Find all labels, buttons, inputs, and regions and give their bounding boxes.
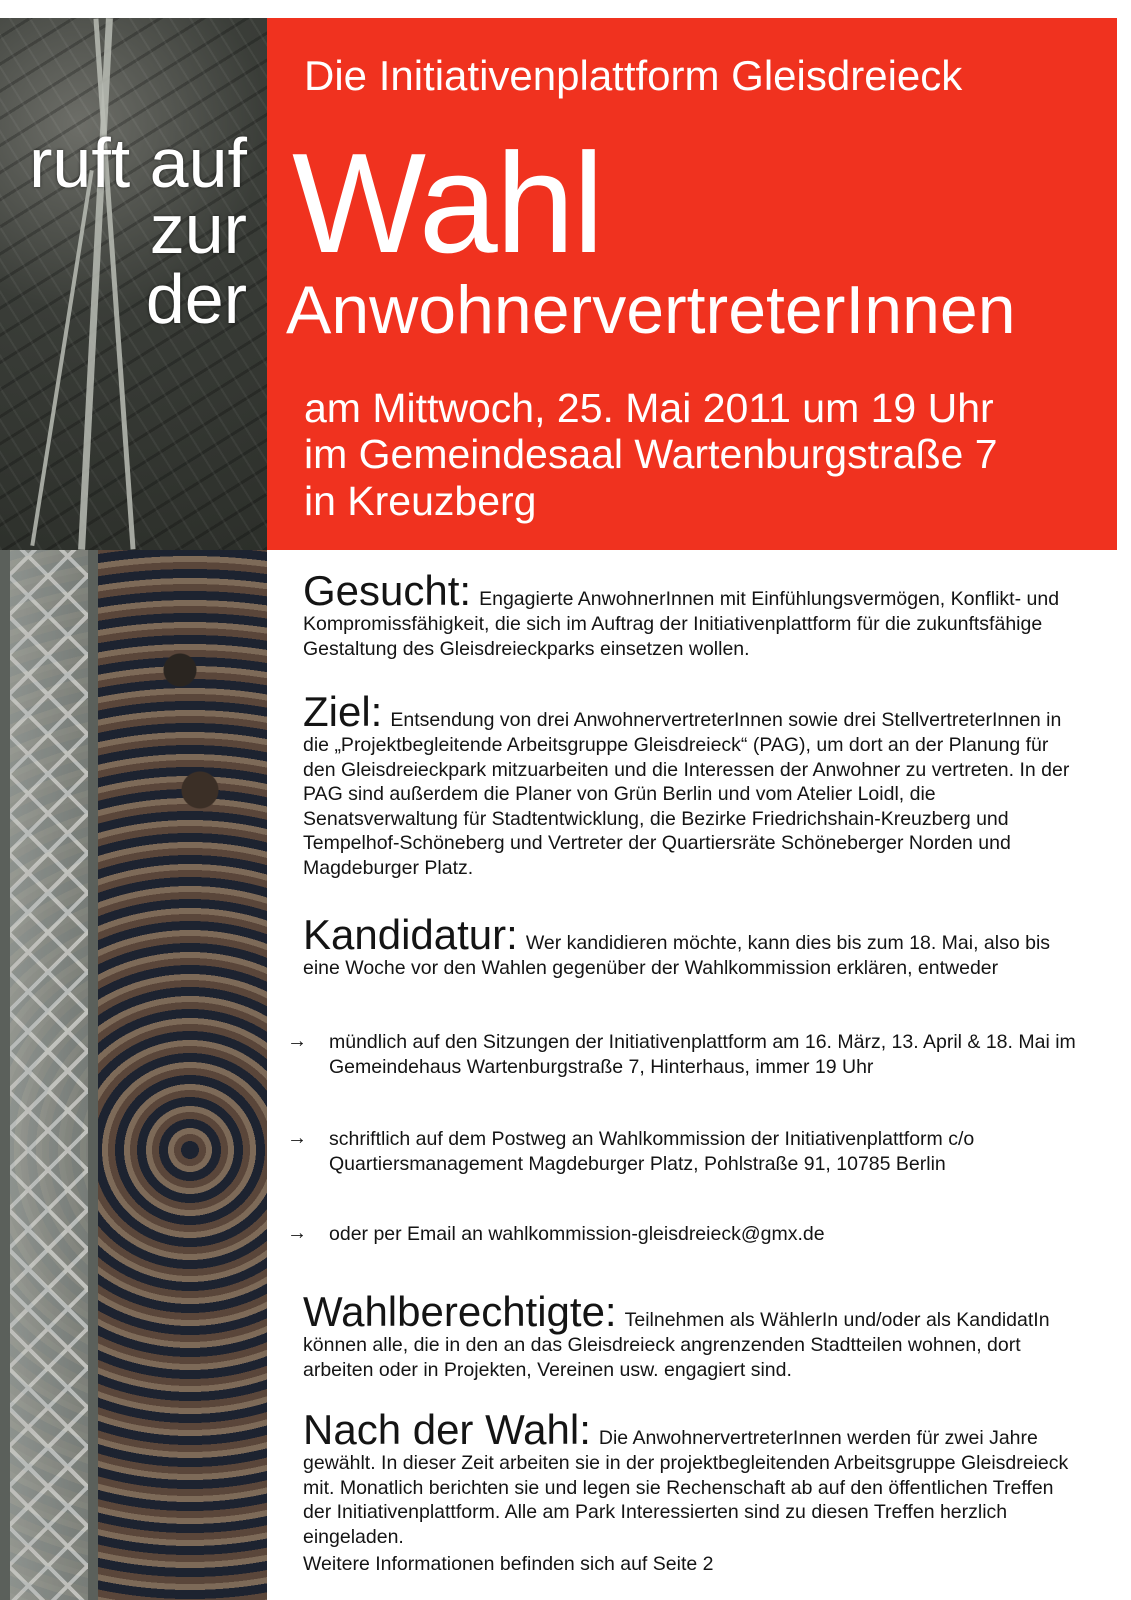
- rail-line: [78, 18, 113, 550]
- section-kandidatur: [303, 911, 1083, 981]
- option-text: mündlich auf den Sitzungen der Initiativenplattform am 16. März, 13. April & 18. Mai im Gemeindehaus Wartenburgstraße 7, Hinterhaus, immer 19 Uhr: [329, 1031, 1076, 1078]
- section-heading: Nach der Wahl:: [303, 1406, 591, 1453]
- bridge-girder: [0, 550, 96, 1600]
- arrow-icon: →: [287, 1127, 307, 1149]
- option-text: oder per Email an wahlkommission-gleisdreieck@gmx.de: [329, 1223, 825, 1245]
- section-text: Engagierte AnwohnerInnen mit Einfühlungsvermögen, Konflikt- und Kompromissfähigkeit, die sich im Auftrag der Initiativenplattform für die zukunftsfähige Gestaltung des Gleisdreieckparks einsetzen wollen.: [303, 588, 1060, 660]
- section-text: Wer kandidieren möchte, kann dies bis zum 18. Mai, also bis eine Woche vor den Wahlen gegenüber der Wahlkommission erklären, entweder: [303, 932, 1051, 979]
- footer-note: Weitere Informationen befinden sich auf Seite 2: [303, 1553, 714, 1575]
- section-text: Entsendung von drei AnwohnervertreterInnen sowie drei StellvertreterInnen in die „Projektbegleitende Arbeitsgruppe Gleisdreieck“ (PAG), um dort an der Planung für den Gleisdreieckpark mitzuarbeiten und die Interessen der Anwohner zu vertreten. In der PAG sind außerdem die Planer von Grün Berlin und vom Atelier Loidl, die Senatsverwaltung für Stadtentwicklung, die Bezirke Friedrichshain-Kreuzberg und Tempelhof-Schöneberg und Vertreter der Quartiersräte Schöneberger Norden und Magdeburger Platz.: [303, 709, 1070, 879]
- section-text: Teilnehmen als WählerIn und/oder als KandidatIn können alle, die in den an das Gleisdreieck angrenzenden Stadtteilen wohnen, dort arbeiten oder in Projekten, Vereinen usw. engagiert sind.: [303, 1309, 1050, 1381]
- aerial-photo: [0, 18, 267, 550]
- candidacy-option: [287, 1222, 1077, 1247]
- event-venue: im Gemeindesaal Wartenburgstraße 7: [304, 431, 998, 478]
- girder-bar: [88, 550, 98, 1600]
- headline: Wahl: [292, 124, 603, 283]
- section-nach-der-wahl: [303, 1406, 1083, 1549]
- section-heading: Wahlberechtigte:: [303, 1288, 617, 1335]
- organization-name: Die Initiativenplattform Gleisdreieck: [304, 52, 963, 99]
- event-details: [304, 385, 998, 524]
- rail-line: [93, 18, 135, 549]
- header-banner: [267, 18, 1117, 550]
- section-gesucht: [303, 567, 1083, 661]
- caption-line-1: ruft auf: [29, 124, 247, 202]
- section-heading: Gesucht:: [303, 567, 472, 614]
- girder-bar: [0, 550, 10, 1600]
- caption-line-2: zur: [149, 190, 247, 268]
- arrow-icon: →: [287, 1222, 307, 1244]
- event-district: in Kreuzberg: [304, 477, 537, 524]
- arrow-icon: →: [287, 1030, 307, 1052]
- caption-line-3: der: [145, 260, 247, 338]
- section-wahlberechtigte: [303, 1288, 1083, 1382]
- subheadline: AnwohnervertreterInnen: [286, 272, 1016, 348]
- section-ziel: [303, 688, 1083, 880]
- section-text: Die AnwohnervertreterInnen werden für zwei Jahre gewählt. In dieser Zeit arbeiten sie in der projektbegleitenden Arbeitsgruppe Gleisdreieck mit. Monatlich berichten sie und legen sie Rechenschaft ab auf den öffentlichen Treffen der Initiativenplattform. Alle am Park Interessierten sind zu diesen Treffen herzlich eingeladen.: [303, 1427, 1069, 1548]
- event-date: am Mittwoch, 25. Mai 2011 um 19 Uhr: [304, 385, 994, 431]
- section-heading: Kandidatur:: [303, 911, 518, 958]
- section-heading: Ziel:: [303, 688, 383, 735]
- option-text: schriftlich auf dem Postweg an Wahlkommission der Initiativenplattform c/o Quartiersmanagement Magdeburger Platz, Pohlstraße 91, 10785 Berlin: [329, 1128, 975, 1175]
- crowd-photo: [0, 550, 267, 1600]
- candidacy-option: [287, 1030, 1077, 1079]
- candidacy-option: [287, 1127, 1077, 1176]
